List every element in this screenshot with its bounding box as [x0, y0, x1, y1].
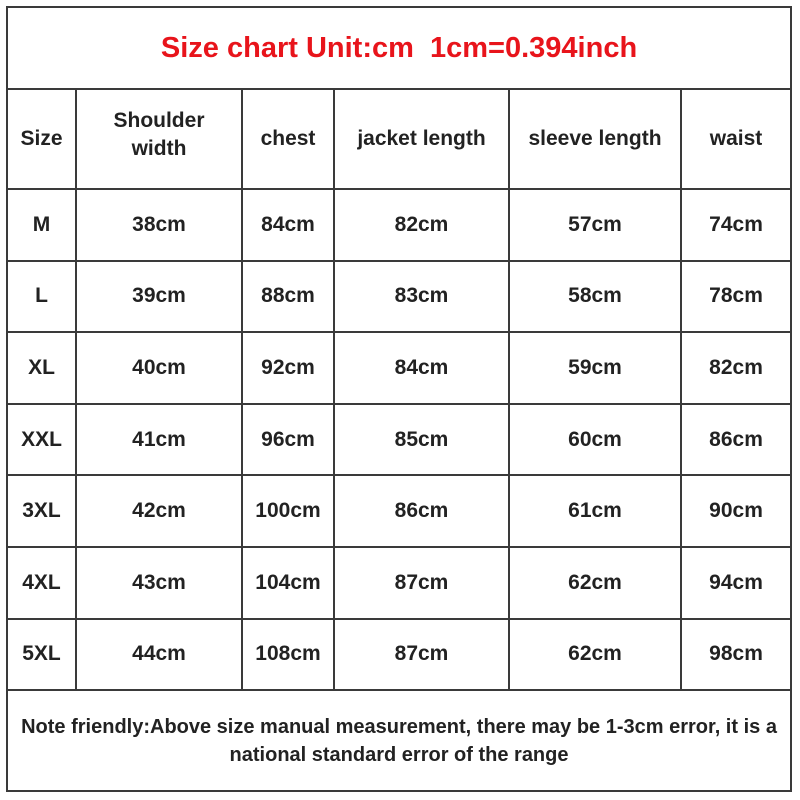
- table-cell: 59cm: [509, 332, 681, 404]
- table-cell: 96cm: [242, 404, 334, 476]
- table-cell: 62cm: [509, 619, 681, 691]
- table-cell: 92cm: [242, 332, 334, 404]
- table-cell: 83cm: [334, 261, 509, 333]
- table-cell: L: [7, 261, 76, 333]
- table-cell: 60cm: [509, 404, 681, 476]
- table-cell: 82cm: [334, 189, 509, 261]
- chart-title: Size chart Unit:cm 1cm=0.394inch: [7, 7, 791, 89]
- table-cell: 44cm: [76, 619, 242, 691]
- table-cell: 86cm: [334, 475, 509, 547]
- table-cell: 100cm: [242, 475, 334, 547]
- table-cell: 85cm: [334, 404, 509, 476]
- table-cell: 98cm: [681, 619, 791, 691]
- table-cell: 87cm: [334, 547, 509, 619]
- header-jacket-length: jacket length: [334, 89, 509, 189]
- table-cell: 43cm: [76, 547, 242, 619]
- table-cell: 61cm: [509, 475, 681, 547]
- table-cell: 57cm: [509, 189, 681, 261]
- table-cell: XXL: [7, 404, 76, 476]
- table-cell: 84cm: [242, 189, 334, 261]
- header-waist: waist: [681, 89, 791, 189]
- header-chest: chest: [242, 89, 334, 189]
- table-cell: 3XL: [7, 475, 76, 547]
- table-cell: 42cm: [76, 475, 242, 547]
- header-size: Size: [7, 89, 76, 189]
- table-cell: 82cm: [681, 332, 791, 404]
- table-row: [7, 475, 791, 547]
- table-cell: 86cm: [681, 404, 791, 476]
- table-cell: XL: [7, 332, 76, 404]
- table-cell: 38cm: [76, 189, 242, 261]
- table-cell: M: [7, 189, 76, 261]
- table-cell: 78cm: [681, 261, 791, 333]
- table-cell: 87cm: [334, 619, 509, 691]
- table-cell: 84cm: [334, 332, 509, 404]
- table-cell: 104cm: [242, 547, 334, 619]
- table-cell: 74cm: [681, 189, 791, 261]
- table-cell: 90cm: [681, 475, 791, 547]
- note-text: Note friendly:Above size manual measurement, there may be 1-3cm error, it is a national standard error of the range: [7, 690, 791, 791]
- table-cell: 88cm: [242, 261, 334, 333]
- table-row: [7, 261, 791, 333]
- header-shoulder-width: [76, 89, 242, 189]
- table-cell: 58cm: [509, 261, 681, 333]
- header-row: [7, 89, 791, 189]
- table-cell: 4XL: [7, 547, 76, 619]
- table-cell: 39cm: [76, 261, 242, 333]
- table-row: [7, 189, 791, 261]
- table-cell: 40cm: [76, 332, 242, 404]
- table-row: [7, 619, 791, 691]
- table-row: [7, 547, 791, 619]
- table-cell: 41cm: [76, 404, 242, 476]
- table-row: [7, 404, 791, 476]
- table-cell: 5XL: [7, 619, 76, 691]
- table-cell: 94cm: [681, 547, 791, 619]
- size-chart-table: [6, 6, 792, 792]
- header-shoulder-width-label: Shoulder width: [113, 109, 205, 160]
- header-sleeve-length: sleeve length: [509, 89, 681, 189]
- table-row: [7, 332, 791, 404]
- table-cell: 62cm: [509, 547, 681, 619]
- table-cell: 108cm: [242, 619, 334, 691]
